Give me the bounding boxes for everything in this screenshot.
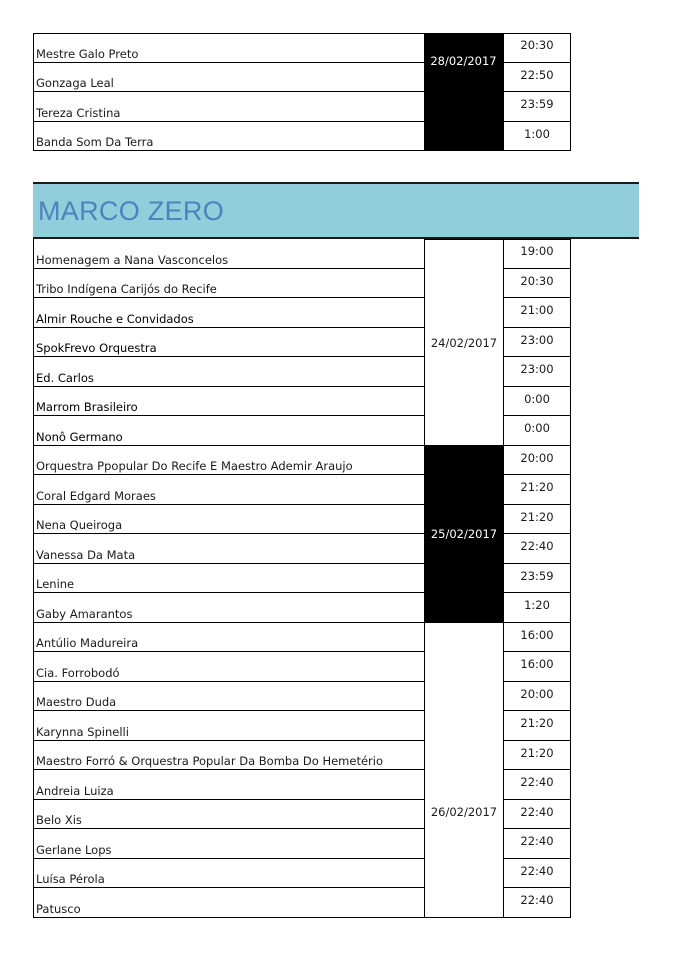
artist-name: Banda Som Da Terra <box>33 122 425 152</box>
artist-name: Patusco <box>33 888 425 918</box>
time-cell: 21:20 <box>503 475 571 505</box>
time-cell: 22:40 <box>503 534 571 564</box>
artist-name: Tereza Cristina <box>33 92 425 122</box>
time-cell: 22:40 <box>503 859 571 889</box>
time-cell: 20:30 <box>503 33 571 63</box>
artist-name: Maestro Forró & Orquestra Popular Da Bomba Do Hemetério <box>33 741 425 771</box>
artist-name: Nonô Germano <box>33 416 425 446</box>
time-cell: 23:00 <box>503 328 571 358</box>
artist-name: Karynna Spinelli <box>33 711 425 741</box>
time-cell: 23:59 <box>503 564 571 594</box>
artist-name: Vanessa Da Mata <box>33 534 425 564</box>
time-cell: 22:40 <box>503 770 571 800</box>
time-cell: 19:00 <box>503 239 571 269</box>
section-banner <box>33 182 639 239</box>
time-cell: 1:00 <box>503 122 571 152</box>
artist-name: Marrom Brasileiro <box>33 387 425 417</box>
time-cell: 23:00 <box>503 357 571 387</box>
artist-name: Mestre Galo Preto <box>33 33 425 63</box>
time-cell: 21:00 <box>503 298 571 328</box>
time-cell: 23:59 <box>503 92 571 122</box>
time-cell: 22:40 <box>503 888 571 918</box>
artist-name: Luísa Pérola <box>33 859 425 889</box>
time-cell: 21:20 <box>503 741 571 771</box>
time-cell: 20:00 <box>503 682 571 712</box>
time-cell: 20:00 <box>503 446 571 476</box>
artist-name: Coral Edgard Moraes <box>33 475 425 505</box>
artist-name: Gonzaga Leal <box>33 63 425 93</box>
time-cell: 22:40 <box>503 829 571 859</box>
artist-name: Antúlio Madureira <box>33 623 425 653</box>
date-cell: 24/02/2017 <box>424 239 504 446</box>
time-cell: 0:00 <box>503 416 571 446</box>
time-cell: 22:40 <box>503 800 571 830</box>
time-cell: 22:50 <box>503 63 571 93</box>
artist-name: Maestro Duda <box>33 682 425 712</box>
artist-name: Tribo Indígena Carijós do Recife <box>33 269 425 299</box>
date-cell: 25/02/2017 <box>424 445 504 623</box>
section-title: MARCO ZERO <box>38 196 225 226</box>
artist-name: SpokFrevo Orquestra <box>33 328 425 358</box>
time-cell: 16:00 <box>503 652 571 682</box>
time-cell: 21:20 <box>503 711 571 741</box>
time-cell: 16:00 <box>503 623 571 653</box>
artist-name: Lenine <box>33 564 425 594</box>
artist-name: Nena Queiroga <box>33 505 425 535</box>
date-cell: 26/02/2017 <box>424 622 504 918</box>
artist-name: Belo Xis <box>33 800 425 830</box>
artist-name: Orquestra Ppopular Do Recife E Maestro Ademir Araujo <box>33 446 425 476</box>
time-cell: 20:30 <box>503 269 571 299</box>
artist-name: Gaby Amarantos <box>33 593 425 623</box>
artist-name: Andreia Luiza <box>33 770 425 800</box>
artist-name: Ed. Carlos <box>33 357 425 387</box>
date-cell: 28/02/2017 <box>424 33 503 151</box>
time-cell: 21:20 <box>503 505 571 535</box>
artist-name: Almir Rouche e Convidados <box>33 298 425 328</box>
artist-name: Gerlane Lops <box>33 829 425 859</box>
time-cell: 0:00 <box>503 387 571 417</box>
time-cell: 1:20 <box>503 593 571 623</box>
artist-name: Homenagem a Nana Vasconcelos <box>33 239 425 269</box>
artist-name: Cia. Forrobodó <box>33 652 425 682</box>
